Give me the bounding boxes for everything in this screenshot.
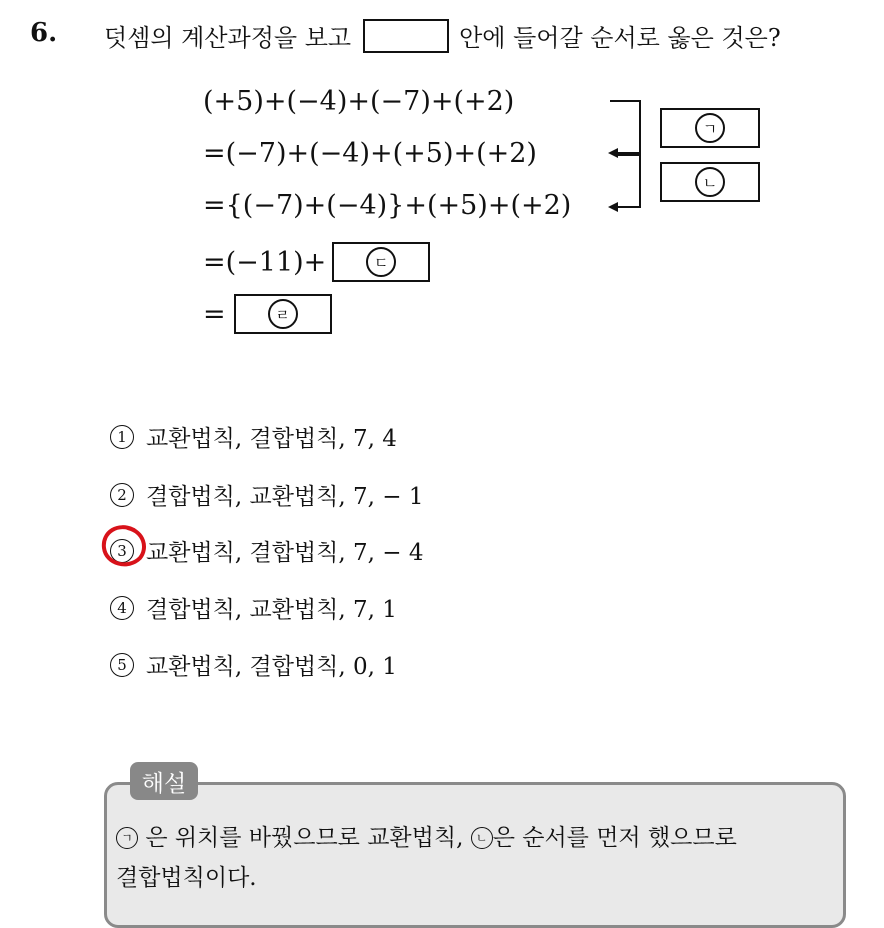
equation-line-3: ={(−7)+(−4)}+(+5)+(+2) (203, 190, 572, 221)
option-1[interactable] (110, 420, 397, 453)
label-box-a (660, 108, 760, 148)
option-4[interactable] (110, 591, 397, 624)
question-text (104, 18, 781, 53)
question-text-before: 덧셈의 계산과정을 보고 (104, 24, 352, 52)
explanation-label-a: ㄱ (116, 827, 138, 849)
explanation-label-b: ㄴ (471, 827, 493, 849)
arrow-step-2 (616, 155, 640, 207)
arrow-head-2 (608, 202, 618, 212)
question-text-after: 안에 들어갈 순서로 옳은 것은? (459, 24, 781, 52)
step-arrows (600, 95, 660, 215)
label-d-circle: ㄹ (268, 299, 298, 329)
option-5-text: 교환법칙, 결합법칙, 0, 1 (146, 654, 397, 680)
label-box-c (332, 242, 430, 282)
option-3-number: 3 (110, 539, 134, 563)
explanation-part-1: 은 위치를 바꿨으므로 교환법칙, (145, 825, 464, 851)
explanation-part-2: 은 순서를 먼저 했으므로 (492, 825, 737, 851)
label-box-d (234, 294, 332, 334)
option-2-text: 결합법칙, 교환법칙, 7, − 1 (146, 484, 424, 510)
option-5[interactable] (110, 648, 397, 681)
label-box-b (660, 162, 760, 202)
option-5-number: 5 (110, 653, 134, 677)
answer-mark-stroke (104, 527, 144, 564)
equation-line-5 (203, 294, 332, 334)
label-c-circle: ㄷ (366, 247, 396, 277)
label-a-circle: ㄱ (695, 113, 725, 143)
explanation-tab: 해설 (130, 762, 198, 800)
explanation-text (116, 818, 831, 898)
option-4-number: 4 (110, 596, 134, 620)
equation-line-4-prefix: =(−11)+ (203, 246, 327, 278)
equation-line-2: =(−7)+(−4)+(+5)+(+2) (203, 138, 537, 169)
option-3[interactable] (110, 534, 423, 567)
explanation-part-3: 결합법칙이다. (116, 865, 257, 891)
option-3-text: 교환법칙, 결합법칙, 7, − 4 (146, 540, 424, 566)
equation-line-1: (+5)+(−4)+(−7)+(+2) (203, 86, 515, 117)
equation-line-4 (203, 242, 430, 282)
arrow-step-1 (610, 101, 640, 153)
option-1-number: 1 (110, 425, 134, 449)
arrow-head-1 (608, 148, 618, 158)
question-number: 6. (30, 18, 58, 48)
option-2-number: 2 (110, 483, 134, 507)
answer-blank-box (363, 19, 449, 53)
label-b-circle: ㄴ (695, 167, 725, 197)
option-2[interactable] (110, 478, 423, 511)
option-4-text: 결합법칙, 교환법칙, 7, 1 (146, 597, 397, 623)
equation-line-5-prefix: = (203, 298, 226, 330)
answer-mark-circle (98, 522, 152, 572)
option-1-text: 교환법칙, 결합법칙, 7, 4 (146, 426, 397, 452)
